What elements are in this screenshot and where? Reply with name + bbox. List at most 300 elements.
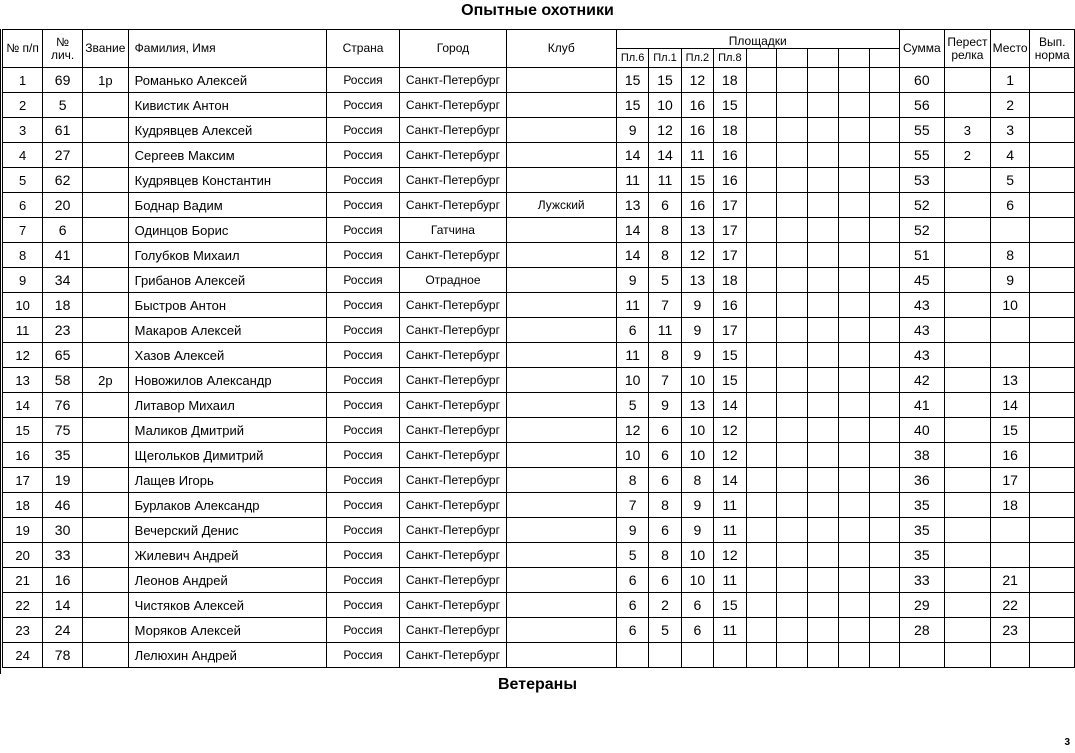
cell-site-9	[869, 468, 899, 493]
cell-site-8	[838, 518, 869, 543]
cell-site-1: 11	[616, 293, 648, 318]
cell-name: Грибанов Алексей	[128, 268, 326, 293]
cell-site-1: 6	[616, 318, 648, 343]
table-row	[3, 643, 1075, 668]
cell-shootoff: 2	[945, 143, 991, 168]
cell-site-4: 11	[714, 568, 746, 593]
cell-country: Россия	[326, 218, 400, 243]
cell-name: Голубков Михаил	[128, 243, 326, 268]
cell-place	[990, 518, 1030, 543]
cell-country: Россия	[326, 568, 400, 593]
header-site-9	[869, 49, 899, 68]
cell-shootoff	[945, 293, 991, 318]
cell-site-5	[746, 168, 777, 193]
cell-site-5	[746, 218, 777, 243]
cell-site-4: 18	[714, 268, 746, 293]
header-site-4: Пл.8	[714, 49, 746, 68]
cell-lic: 16	[43, 568, 83, 593]
cell-rank	[83, 593, 129, 618]
header-site-7	[808, 49, 839, 68]
cell-lic: 78	[43, 643, 83, 668]
cell-site-5	[746, 468, 777, 493]
cell-site-8	[838, 343, 869, 368]
cell-country: Россия	[326, 443, 400, 468]
cell-country: Россия	[326, 618, 400, 643]
cell-rank	[83, 168, 129, 193]
header-city: Город	[400, 30, 506, 68]
cell-site-8	[838, 368, 869, 393]
cell-site-3: 9	[681, 493, 713, 518]
cell-norm	[1030, 168, 1075, 193]
cell-site-3: 10	[681, 543, 713, 568]
cell-place: 16	[990, 443, 1030, 468]
cell-country: Россия	[326, 368, 400, 393]
cell-shootoff	[945, 243, 991, 268]
cell-site-2: 12	[649, 118, 681, 143]
cell-lic: 14	[43, 593, 83, 618]
cell-site-3: 13	[681, 393, 713, 418]
cell-np: 10	[3, 293, 43, 318]
cell-site-3: 8	[681, 468, 713, 493]
cell-shootoff	[945, 468, 991, 493]
cell-site-4: 11	[714, 518, 746, 543]
cell-site-2: 8	[649, 543, 681, 568]
cell-site-3: 9	[681, 318, 713, 343]
cell-site-7	[808, 368, 839, 393]
cell-site-3: 13	[681, 218, 713, 243]
cell-city: Санкт-Петербург	[400, 368, 506, 393]
cell-site-7	[808, 543, 839, 568]
table-row	[3, 293, 1075, 318]
cell-shootoff	[945, 193, 991, 218]
page-number: 3	[1064, 737, 1070, 748]
cell-lic: 76	[43, 393, 83, 418]
cell-city: Отрадное	[400, 268, 506, 293]
cell-site-6	[777, 543, 808, 568]
cell-sum: 40	[899, 418, 945, 443]
cell-name: Кудрявцев Алексей	[128, 118, 326, 143]
cell-place: 6	[990, 193, 1030, 218]
cell-site-6	[777, 93, 808, 118]
cell-country: Россия	[326, 68, 400, 93]
cell-site-5	[746, 293, 777, 318]
cell-rank	[83, 293, 129, 318]
cell-lic: 18	[43, 293, 83, 318]
cell-city: Санкт-Петербург	[400, 568, 506, 593]
cell-site-6	[777, 343, 808, 368]
cell-place: 1	[990, 68, 1030, 93]
cell-city: Санкт-Петербург	[400, 193, 506, 218]
cell-site-5	[746, 318, 777, 343]
cell-norm	[1030, 493, 1075, 518]
cell-site-8	[838, 293, 869, 318]
cell-site-8	[838, 93, 869, 118]
cell-site-9	[869, 318, 899, 343]
results-table	[2, 29, 1075, 668]
cell-site-6	[777, 643, 808, 668]
cell-site-4: 15	[714, 343, 746, 368]
cell-site-8	[838, 168, 869, 193]
cell-place	[990, 218, 1030, 243]
cell-place: 18	[990, 493, 1030, 518]
cell-site-9	[869, 243, 899, 268]
cell-np: 22	[3, 593, 43, 618]
cell-name: Жилевич Андрей	[128, 543, 326, 568]
cell-sum: 43	[899, 318, 945, 343]
cell-shootoff	[945, 218, 991, 243]
cell-name: Кивистик Антон	[128, 93, 326, 118]
cell-lic: 30	[43, 518, 83, 543]
cell-site-2: 8	[649, 493, 681, 518]
cell-site-2: 14	[649, 143, 681, 168]
cell-site-2: 2	[649, 593, 681, 618]
cell-site-4: 18	[714, 118, 746, 143]
cell-city: Санкт-Петербург	[400, 643, 506, 668]
cell-city: Санкт-Петербург	[400, 293, 506, 318]
cell-club	[506, 468, 616, 493]
cell-rank	[83, 268, 129, 293]
cell-name: Новожилов Александр	[128, 368, 326, 393]
cell-lic: 65	[43, 343, 83, 368]
cell-lic: 24	[43, 618, 83, 643]
cell-site-2: 6	[649, 468, 681, 493]
cell-site-9	[869, 293, 899, 318]
cell-country: Россия	[326, 143, 400, 168]
cell-site-6	[777, 268, 808, 293]
cell-np: 16	[3, 443, 43, 468]
cell-np: 19	[3, 518, 43, 543]
cell-np: 3	[3, 118, 43, 143]
cell-country: Россия	[326, 93, 400, 118]
cell-club	[506, 93, 616, 118]
cell-rank	[83, 243, 129, 268]
cell-norm	[1030, 343, 1075, 368]
cell-country: Россия	[326, 343, 400, 368]
cell-np: 18	[3, 493, 43, 518]
cell-site-9	[869, 93, 899, 118]
cell-site-8	[838, 268, 869, 293]
cell-site-6	[777, 318, 808, 343]
cell-site-8	[838, 418, 869, 443]
cell-city: Санкт-Петербург	[400, 243, 506, 268]
cell-site-6	[777, 218, 808, 243]
cell-site-2: 9	[649, 393, 681, 418]
cell-club	[506, 68, 616, 93]
cell-np: 24	[3, 643, 43, 668]
header-sum: Сумма	[899, 30, 945, 68]
cell-np: 6	[3, 193, 43, 218]
cell-site-8	[838, 243, 869, 268]
cell-site-6	[777, 493, 808, 518]
cell-site-3: 6	[681, 618, 713, 643]
cell-place	[990, 543, 1030, 568]
cell-name: Боднар Вадим	[128, 193, 326, 218]
cell-site-3: 10	[681, 568, 713, 593]
cell-site-8	[838, 493, 869, 518]
cell-site-9	[869, 393, 899, 418]
cell-site-9	[869, 118, 899, 143]
cell-name: Сергеев Максим	[128, 143, 326, 168]
cell-country: Россия	[326, 118, 400, 143]
cell-norm	[1030, 543, 1075, 568]
cell-city: Санкт-Петербург	[400, 443, 506, 468]
table-row	[3, 443, 1075, 468]
cell-country: Россия	[326, 243, 400, 268]
cell-city: Санкт-Петербург	[400, 143, 506, 168]
cell-site-3: 11	[681, 143, 713, 168]
cell-site-7	[808, 468, 839, 493]
cell-site-7	[808, 293, 839, 318]
cell-rank: 2р	[83, 368, 129, 393]
cell-shootoff	[945, 68, 991, 93]
cell-site-2: 8	[649, 243, 681, 268]
cell-country: Россия	[326, 418, 400, 443]
cell-site-4: 15	[714, 368, 746, 393]
cell-name: Щегольков Димитрий	[128, 443, 326, 468]
table-row	[3, 518, 1075, 543]
cell-site-9	[869, 168, 899, 193]
cell-city: Санкт-Петербург	[400, 493, 506, 518]
cell-site-4: 11	[714, 493, 746, 518]
cell-site-5	[746, 268, 777, 293]
table-row	[3, 593, 1075, 618]
cell-site-2: 8	[649, 218, 681, 243]
table-row	[3, 343, 1075, 368]
header-country: Страна	[326, 30, 400, 68]
cell-site-8	[838, 643, 869, 668]
cell-club	[506, 643, 616, 668]
table-row	[3, 543, 1075, 568]
cell-site-8	[838, 118, 869, 143]
cell-place: 13	[990, 368, 1030, 393]
cell-site-7	[808, 168, 839, 193]
cell-np: 9	[3, 268, 43, 293]
cell-lic: 41	[43, 243, 83, 268]
cell-sum: 45	[899, 268, 945, 293]
cell-site-4: 17	[714, 243, 746, 268]
table-row	[3, 268, 1075, 293]
cell-city: Санкт-Петербург	[400, 618, 506, 643]
cell-site-9	[869, 593, 899, 618]
cell-lic: 58	[43, 368, 83, 393]
cell-sum: 51	[899, 243, 945, 268]
cell-lic: 5	[43, 93, 83, 118]
cell-norm	[1030, 593, 1075, 618]
cell-rank	[83, 93, 129, 118]
cell-site-1: 9	[616, 118, 648, 143]
cell-norm	[1030, 618, 1075, 643]
cell-site-5	[746, 443, 777, 468]
cell-site-9	[869, 643, 899, 668]
cell-norm	[1030, 518, 1075, 543]
cell-place	[990, 318, 1030, 343]
cell-club	[506, 493, 616, 518]
cell-sum: 55	[899, 143, 945, 168]
cell-site-4: 15	[714, 93, 746, 118]
cell-site-1: 7	[616, 493, 648, 518]
table-row	[3, 318, 1075, 343]
cell-site-1: 5	[616, 393, 648, 418]
cell-sum: 60	[899, 68, 945, 93]
table-row	[3, 143, 1075, 168]
cell-site-3: 10	[681, 418, 713, 443]
table-row	[3, 368, 1075, 393]
cell-name: Быстров Антон	[128, 293, 326, 318]
cell-rank	[83, 318, 129, 343]
cell-rank	[83, 493, 129, 518]
cell-name: Лелюхин Андрей	[128, 643, 326, 668]
cell-sum: 35	[899, 543, 945, 568]
cell-site-4: 16	[714, 293, 746, 318]
cell-site-1: 14	[616, 218, 648, 243]
cell-norm	[1030, 268, 1075, 293]
cell-site-1: 6	[616, 593, 648, 618]
cell-sum: 52	[899, 193, 945, 218]
header-np: № п/п	[3, 30, 43, 68]
cell-name: Вечерский Денис	[128, 518, 326, 543]
header-site-8	[838, 49, 869, 68]
cell-sum: 38	[899, 443, 945, 468]
cell-norm	[1030, 68, 1075, 93]
cell-lic: 27	[43, 143, 83, 168]
cell-site-6	[777, 243, 808, 268]
cell-lic: 6	[43, 218, 83, 243]
header-site-5	[746, 49, 777, 68]
header-site-3: Пл.2	[681, 49, 713, 68]
cell-site-1: 11	[616, 343, 648, 368]
cell-lic: 20	[43, 193, 83, 218]
cell-site-7	[808, 618, 839, 643]
cell-site-6	[777, 418, 808, 443]
cell-shootoff	[945, 368, 991, 393]
header-shootoff: Перест релка	[945, 30, 991, 68]
cell-site-1: 6	[616, 618, 648, 643]
cell-site-3: 10	[681, 368, 713, 393]
cell-country: Россия	[326, 268, 400, 293]
cell-club	[506, 243, 616, 268]
table-row	[3, 618, 1075, 643]
cell-site-1: 10	[616, 368, 648, 393]
cell-site-4: 12	[714, 543, 746, 568]
cell-np: 5	[3, 168, 43, 193]
cell-site-2: 11	[649, 168, 681, 193]
table-row	[3, 218, 1075, 243]
cell-rank	[83, 218, 129, 243]
cell-site-5	[746, 193, 777, 218]
cell-norm	[1030, 318, 1075, 343]
cell-rank	[83, 643, 129, 668]
cell-shootoff	[945, 318, 991, 343]
cell-place: 21	[990, 568, 1030, 593]
cell-site-1: 13	[616, 193, 648, 218]
cell-np: 7	[3, 218, 43, 243]
cell-rank: 1р	[83, 68, 129, 93]
cell-norm	[1030, 643, 1075, 668]
cell-site-4: 17	[714, 218, 746, 243]
cell-site-8	[838, 593, 869, 618]
cell-sum: 43	[899, 343, 945, 368]
cell-sum: 42	[899, 368, 945, 393]
page-title: Опытные охотники	[461, 2, 614, 19]
cell-site-9	[869, 543, 899, 568]
cell-site-6	[777, 518, 808, 543]
header-site-6	[777, 49, 808, 68]
cell-name: Чистяков Алексей	[128, 593, 326, 618]
cell-shootoff	[945, 593, 991, 618]
cell-site-4: 14	[714, 468, 746, 493]
cell-club	[506, 268, 616, 293]
table-row	[3, 468, 1075, 493]
cell-site-7	[808, 518, 839, 543]
cell-club	[506, 543, 616, 568]
cell-site-1: 5	[616, 543, 648, 568]
cell-site-2: 10	[649, 93, 681, 118]
cell-site-3: 9	[681, 518, 713, 543]
cell-site-7	[808, 243, 839, 268]
cell-rank	[83, 568, 129, 593]
cell-np: 1	[3, 68, 43, 93]
cell-site-3: 10	[681, 443, 713, 468]
cell-rank	[83, 518, 129, 543]
cell-country: Россия	[326, 543, 400, 568]
cell-norm	[1030, 143, 1075, 168]
cell-name: Романько Алексей	[128, 68, 326, 93]
cell-site-4: 14	[714, 393, 746, 418]
cell-site-8	[838, 218, 869, 243]
header-rank: Звание	[83, 30, 129, 68]
cell-site-9	[869, 68, 899, 93]
cell-place: 17	[990, 468, 1030, 493]
cell-rank	[83, 618, 129, 643]
cell-site-4	[714, 643, 746, 668]
cell-sum: 33	[899, 568, 945, 593]
header-site-1: Пл.6	[616, 49, 648, 68]
cell-shootoff	[945, 268, 991, 293]
cell-name: Макаров Алексей	[128, 318, 326, 343]
cell-site-8	[838, 68, 869, 93]
header-club: Клуб	[506, 30, 616, 68]
cell-site-1: 15	[616, 68, 648, 93]
cell-site-9	[869, 343, 899, 368]
cell-np: 15	[3, 418, 43, 443]
table-row	[3, 68, 1075, 93]
cell-site-7	[808, 393, 839, 418]
cell-site-4: 16	[714, 168, 746, 193]
cell-city: Санкт-Петербург	[400, 393, 506, 418]
cell-site-5	[746, 568, 777, 593]
cell-site-1: 9	[616, 268, 648, 293]
cell-shootoff	[945, 543, 991, 568]
cell-site-8	[838, 193, 869, 218]
cell-shootoff	[945, 168, 991, 193]
cell-site-7	[808, 93, 839, 118]
cell-rank	[83, 118, 129, 143]
cell-site-5	[746, 543, 777, 568]
cell-club	[506, 518, 616, 543]
cell-lic: 34	[43, 268, 83, 293]
cell-city: Санкт-Петербург	[400, 318, 506, 343]
cell-norm	[1030, 193, 1075, 218]
cell-norm	[1030, 218, 1075, 243]
section-title-veterans: Ветераны	[498, 676, 577, 693]
cell-city: Санкт-Петербург	[400, 118, 506, 143]
cell-site-5	[746, 393, 777, 418]
cell-site-1: 14	[616, 243, 648, 268]
cell-club	[506, 443, 616, 468]
cell-site-1: 15	[616, 93, 648, 118]
table-row	[3, 493, 1075, 518]
cell-site-3: 9	[681, 293, 713, 318]
